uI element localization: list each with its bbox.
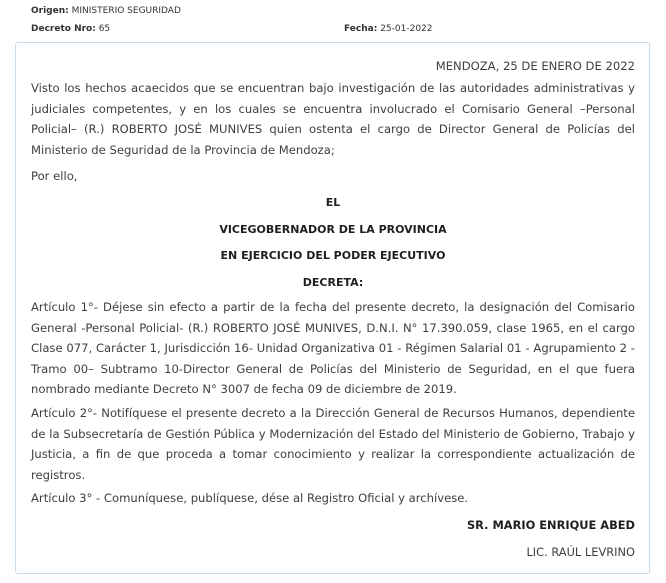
date-line: [344, 24, 433, 34]
signatory-governor: SR. MARIO ENRIQUE ABED: [466, 518, 635, 532]
heading-el: EL: [325, 196, 341, 209]
date-label: Fecha:: [344, 24, 378, 34]
article-1-paragraph: Artículo 1°- Déjese sin efecto a partir de la fecha del presente decreto, la designación del Comisario General -Personal Policial- (R.) ROBERTO JOSÉ MUNIVES, D.N.I. N° 17.390.059, clase 1965, en el cargo Clase 077, Carácter 1, Jurisdicción 16- Unidad Organizativa 01 - Régimen Salarial 01 - Agrupamiento 2 - Tramo 00– Subtramo 10-Director General de Policías del Ministerio de Seguridad, en el que fuera nombrado mediante Decreto N° 3007 de fecha 09 de diciembre de 2019.: [31, 300, 635, 396]
origin-value: MINISTERIO SEGURIDAD: [71, 6, 181, 16]
origin-label: Origen:: [31, 6, 69, 16]
article-3-paragraph: Artículo 3° - Comuníquese, publíquese, dése al Registro Oficial y archívese.: [31, 491, 469, 505]
place-date: MENDOZA, 25 DE ENERO DE 2022: [435, 59, 635, 73]
decree-number-value: 65: [98, 24, 111, 34]
origin-line: [31, 6, 181, 16]
heading-vicegobernador: VICEGOBERNADOR DE LA PROVINCIA: [219, 223, 447, 236]
decree-number-line: [31, 24, 110, 34]
heading-poder-ejecutivo: EN EJERCICIO DEL PODER EJECUTIVO: [220, 249, 446, 262]
article-2-paragraph: Artículo 2°- Notifíquese el presente decreto a la Dirección General de Recursos Humanos, dependiente de la Subsecretaría de Gestión Pública y Modernización del Estado del Ministerio de Gobierno, Trabajo y Justicia, a fin de que proceda a tomar conocimiento y realizar la correspondiente actualización de registros.: [31, 406, 635, 482]
signatory-minister: LIC. RAÚL LEVRINO: [526, 545, 635, 559]
por-ello-text: Por ello,: [31, 169, 78, 183]
heading-decreta: DECRETA:: [302, 276, 364, 289]
decree-number-label: Decreto Nro:: [31, 24, 96, 34]
preamble-paragraph: Visto los hechos acaecidos que se encuentran bajo investigación de las autoridades administrativas y judiciales competentes, y en los cuales se encuentra involucrado el Comisario General –Personal Policial– (R.) ROBERTO JOSÉ MUNIVES quien ostenta el cargo de Director General de Policías del Ministerio de Seguridad de la Provincia de Mendoza;: [31, 81, 635, 157]
date-value: 25-01-2022: [380, 24, 433, 34]
